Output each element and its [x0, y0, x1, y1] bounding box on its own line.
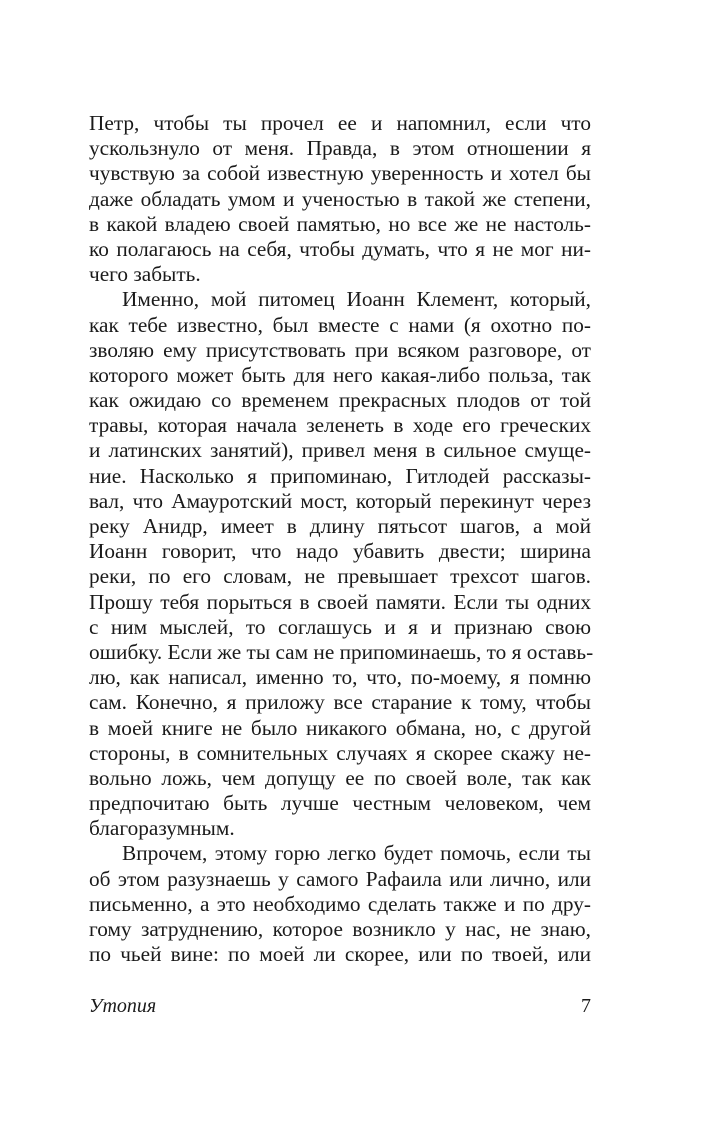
text-line: которого может быть для него какая-либо польза, так: [89, 362, 591, 387]
text-line: Петр, чтобы ты прочел ее и напомнил, если что: [89, 111, 591, 135]
text-line: ускользнуло от меня. Правда, в этом отношении я: [89, 136, 591, 161]
text-line: ние. Насколько я припоминаю, Гитлодей рассказы-: [89, 463, 591, 488]
text-line: реки, по его словам, не превышает трехсот шагов.: [89, 564, 591, 589]
text-line: вольно ложь, чем допущу ее по своей воле, так как: [89, 765, 591, 790]
text-line: Именно, мой питомец Иоанн Клемент, который,: [122, 287, 591, 312]
text-line: ошибку. Если же ты сам не припоминаешь, то я оставь-: [89, 639, 594, 664]
body-text: [89, 111, 594, 967]
text-line: Прошу тебя порыться в своей памяти. Если ты одних: [89, 589, 591, 614]
text-line: с ним мыслей, то соглашусь и я и признаю свою: [89, 614, 591, 639]
text-line: Впрочем, этому горю легко будет помочь, если ты: [122, 841, 591, 866]
text-line: чувствую за собой известную уверенность и хотел бы: [89, 161, 591, 186]
paragraph: [89, 111, 591, 287]
text-line: стороны, в сомнительных случаях я скорее скажу не-: [89, 740, 591, 765]
page-number: 7: [581, 995, 591, 1017]
text-line: по чьей вине: по моей ли скорее, или по твоей, или: [89, 942, 591, 967]
text-line: сам. Конечно, я приложу все старание к тому, чтобы: [89, 690, 591, 715]
text-line: травы, которая начала зеленеть в ходе его греческих: [89, 413, 591, 438]
text-line: в какой владею своей памятью, но все же не настоль-: [89, 211, 591, 236]
text-line: в моей книге не было никакого обмана, но, с другой: [89, 715, 591, 740]
text-line: лю, как написал, именно то, что, по-моему, я помню: [89, 665, 591, 690]
text-line: как тебе известно, был вместе с нами (я охотно по-: [89, 312, 591, 337]
text-line: благоразумным.: [89, 816, 235, 841]
text-line: письменно, а это необходимо сделать также и по дру-: [89, 891, 591, 916]
text-line: реку Анидр, имеет в длину пятьсот шагов, а мой: [89, 514, 591, 538]
text-line: гому затруднению, которое возникло у нас, не знаю,: [89, 917, 591, 941]
text-line: даже обладать умом и ученостью в такой же степени,: [89, 186, 591, 211]
paragraph: [89, 287, 594, 841]
text-line: и латинских занятий), привел меня в сильное смуще-: [89, 438, 591, 463]
text-line: предпочитаю быть лучше честным человеком, чем: [89, 791, 591, 816]
running-title: Утопия: [89, 995, 157, 1017]
text-line: зволяю ему присутствовать при всяком разговоре, от: [89, 337, 591, 362]
text-line: как ожидаю со временем прекрасных плодов от той: [89, 388, 591, 413]
text-line: Иоанн говорит, что надо убавить двести; ширина: [89, 539, 591, 564]
paragraph: [89, 841, 591, 967]
text-line: об этом разузнаешь у самого Рафаила или лично, или: [89, 866, 591, 891]
text-line: ко полагаюсь на себя, чтобы думать, что я не мог ни-: [89, 236, 591, 261]
text-line: чего забыть.: [89, 262, 201, 287]
text-line: вал, что Амауротский мост, который перекинут через: [89, 488, 591, 513]
